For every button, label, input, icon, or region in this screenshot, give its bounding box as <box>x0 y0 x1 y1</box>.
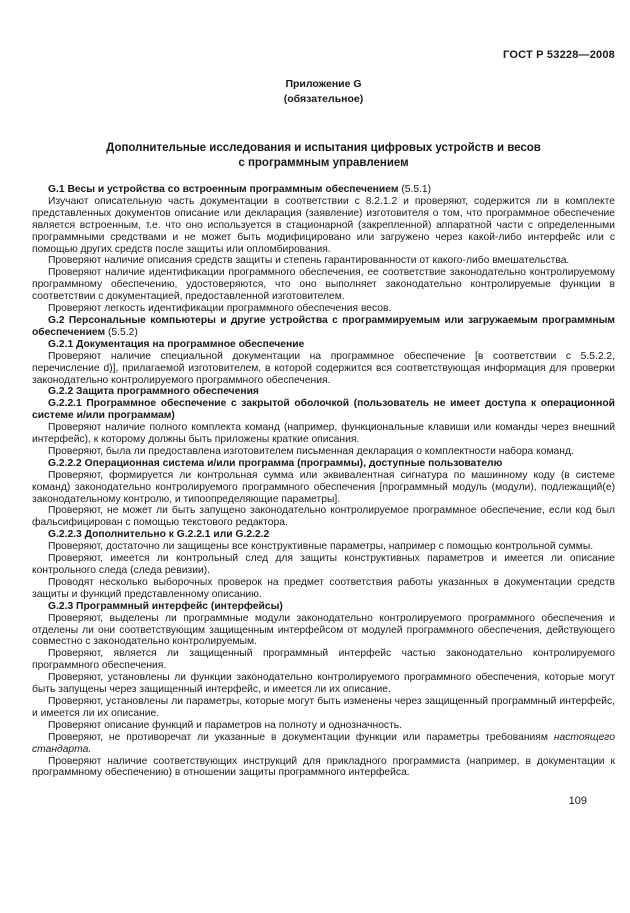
document-title-line1: Дополнительные исследования и испытания цифровых устройств и весов <box>106 142 541 154</box>
paragraph <box>32 446 615 458</box>
section-heading <box>32 315 615 339</box>
appendix-label: Приложение G <box>285 78 362 90</box>
section-heading <box>32 339 615 351</box>
heading-text: G.2.3 Программный интерфейс (интерфейсы) <box>48 600 283 612</box>
paragraph <box>32 577 615 601</box>
paragraph <box>32 422 615 446</box>
body-text-segment: Проверяют, не противоречат ли указанные в документации функции или параметры требованиям <box>48 731 554 743</box>
paragraph <box>32 303 615 315</box>
paragraph <box>32 756 615 780</box>
body-text-segment: Проверяют легкость идентификации программного обеспечения весов. <box>48 303 392 315</box>
body-text-segment: Проверяют, была ли предоставлена изготовителем письменная декларация о комплектности набора команд. <box>48 445 574 457</box>
body-text-segment: Проверяют наличие идентификации программного обеспечения, ее соответствие законодательно контролируемому программному обеспечению, удостоверяются, что оно выполняет законодательно контролируемые функции в соответствии с документацией, предоставленной изготовителем. <box>32 267 615 303</box>
paragraph <box>32 696 615 720</box>
body-text-segment: Проверяют, не может ли быть запущено законодательно контролируемое программное обеспечение, если код был фальсифицирован с помощью текстового редактора. <box>32 505 615 529</box>
body-text-segment: Проверяют наличие полного комплекта команд (например, функциональные клавиши или команды через внешний интерфейс), к которому должны быть приложены краткие описания. <box>32 422 615 446</box>
heading-text: G.2.2 Защита программного обеспечения <box>48 386 259 398</box>
body-text-segment: (5.5.2) <box>105 326 138 338</box>
paragraph <box>32 541 615 553</box>
body-text-segment: (5.5.1) <box>398 184 432 195</box>
paragraph <box>32 196 615 256</box>
appendix-block <box>32 77 615 107</box>
heading-text: G.2 Персональные компьютеры и другие устройства с программируемым или загружаемым программным обеспечением <box>32 314 615 338</box>
paragraph <box>32 613 615 649</box>
paragraph <box>32 351 615 387</box>
section-heading <box>32 184 615 196</box>
body-text-segment: Проверяют наличие соответствующих инструкций для прикладного программиста (например, в документации к программному обеспечению) в отношении защиты программного интерфейса. <box>32 755 615 779</box>
paragraph <box>32 732 615 756</box>
document-title-line2: с программным управлением <box>238 157 409 169</box>
heading-text: G.2.2.1 Программное обеспечение с закрытой оболочкой (пользователь не имеет доступа к операционной системе и/или программам) <box>32 398 615 422</box>
section-heading <box>32 386 615 398</box>
paragraph <box>32 470 615 506</box>
section-heading <box>32 529 615 541</box>
emphasized-text: настоящего стандарта. <box>32 731 615 755</box>
body-text-segment: Проверяют описание функций и параметров на полноту и однозначность. <box>48 719 403 731</box>
paragraph <box>32 648 615 672</box>
paragraph <box>32 255 615 267</box>
body-text-segment: Проверяют, формируется ли контрольная сумма или эквивалентная сигнатура по машинному коду (в системе команд) законодательно контролируемого программного обеспечения [программный модуль (модули), подлежащий(е) законодательному контролю, и типоопределяющие параметры]. <box>32 469 615 505</box>
body-text-segment: Проверяют, является ли защищенный программный интерфейс частью законодательно контролируемого программного обеспечения. <box>32 648 615 672</box>
paragraph <box>32 720 615 732</box>
heading-text: G.2.2.3 Дополнительно к G.2.2.1 или G.2.2.2 <box>48 529 270 541</box>
body-text-segment: Проверяют, достаточно ли защищены все конструктивные параметры, например с помощью контрольной суммы. <box>48 541 594 553</box>
section-heading <box>32 398 615 422</box>
paragraph <box>32 553 615 577</box>
document-body <box>32 184 615 779</box>
page-content <box>32 0 615 807</box>
appendix-note: (обязательное) <box>283 93 364 105</box>
section-heading <box>32 458 615 470</box>
body-text-segment: Проверяют, имеется ли контрольный след для защиты конструктивных параметров и имеется ли описание контрольного следа (следа ревизии). <box>32 553 615 576</box>
body-text-segment: Проверяют, установлены ли функции законодательно контролируемого программного обеспечения, которые могут быть запущены через защищенный интерфейс, и имеется ли их описание. <box>32 672 615 696</box>
body-text-segment: Проверяют наличие специальной документации на программное обеспечение [в соответствии с 5.5.2.2, перечисление d)], прилагаемой изготовителем, в которой содержится вся соответствующая информация для проверки законодательно контролируемого программного обеспечения. <box>32 350 615 386</box>
standard-designation: ГОСТ Р 53228—2008 <box>503 49 615 61</box>
paragraph <box>32 672 615 696</box>
body-text-segment: Изучают описательную часть документации в соответствии с 8.2.1.2 и проверяют, содержится ли в комплекте представленных документов описание или декларация (заявление) изготовителя о том, что программное обеспечение является встроенным, т.е. что оно используется в стационарной (закрепленной) аппаратной части с определенными программными средствами и не может быть модифицировано или загружено через какой-либо интерфейс или с помощью других средств после защиты или опломбирования. <box>32 195 615 255</box>
section-heading <box>32 601 615 613</box>
body-text-segment: Проводят несколько выборочных проверок на предмет соответствия работы указанных в документации средств защиты и функций представленному описанию. <box>32 576 615 600</box>
paragraph <box>32 505 615 529</box>
body-text-segment: Проверяют, выделены ли программные модули законодательно контролируемого программного обеспечения и отделены ли они соответствующим защищенным интерфейсом от модулей программного обеспечения, действующего совместно с законодательно контролируемым. <box>32 612 615 648</box>
body-text-segment: Проверяют, установлены ли параметры, которые могут быть изменены через защищенный программный интерфейс, и имеется ли их описание. <box>32 695 615 719</box>
body-text-segment: Проверяют наличие описания средств защиты и степень гарантированности от какого-либо вмешательства. <box>48 255 570 267</box>
heading-text: G.1 Весы и устройства со встроенным программным обеспечением <box>48 184 399 195</box>
page-number: 109 <box>568 795 587 808</box>
document-title <box>32 141 615 171</box>
heading-text: G.2.2.2 Операционная система и/или программа (программы), доступные пользователю <box>48 457 503 469</box>
paragraph <box>32 267 615 303</box>
heading-text: G.2.1 Документация на программное обеспечение <box>48 338 305 350</box>
